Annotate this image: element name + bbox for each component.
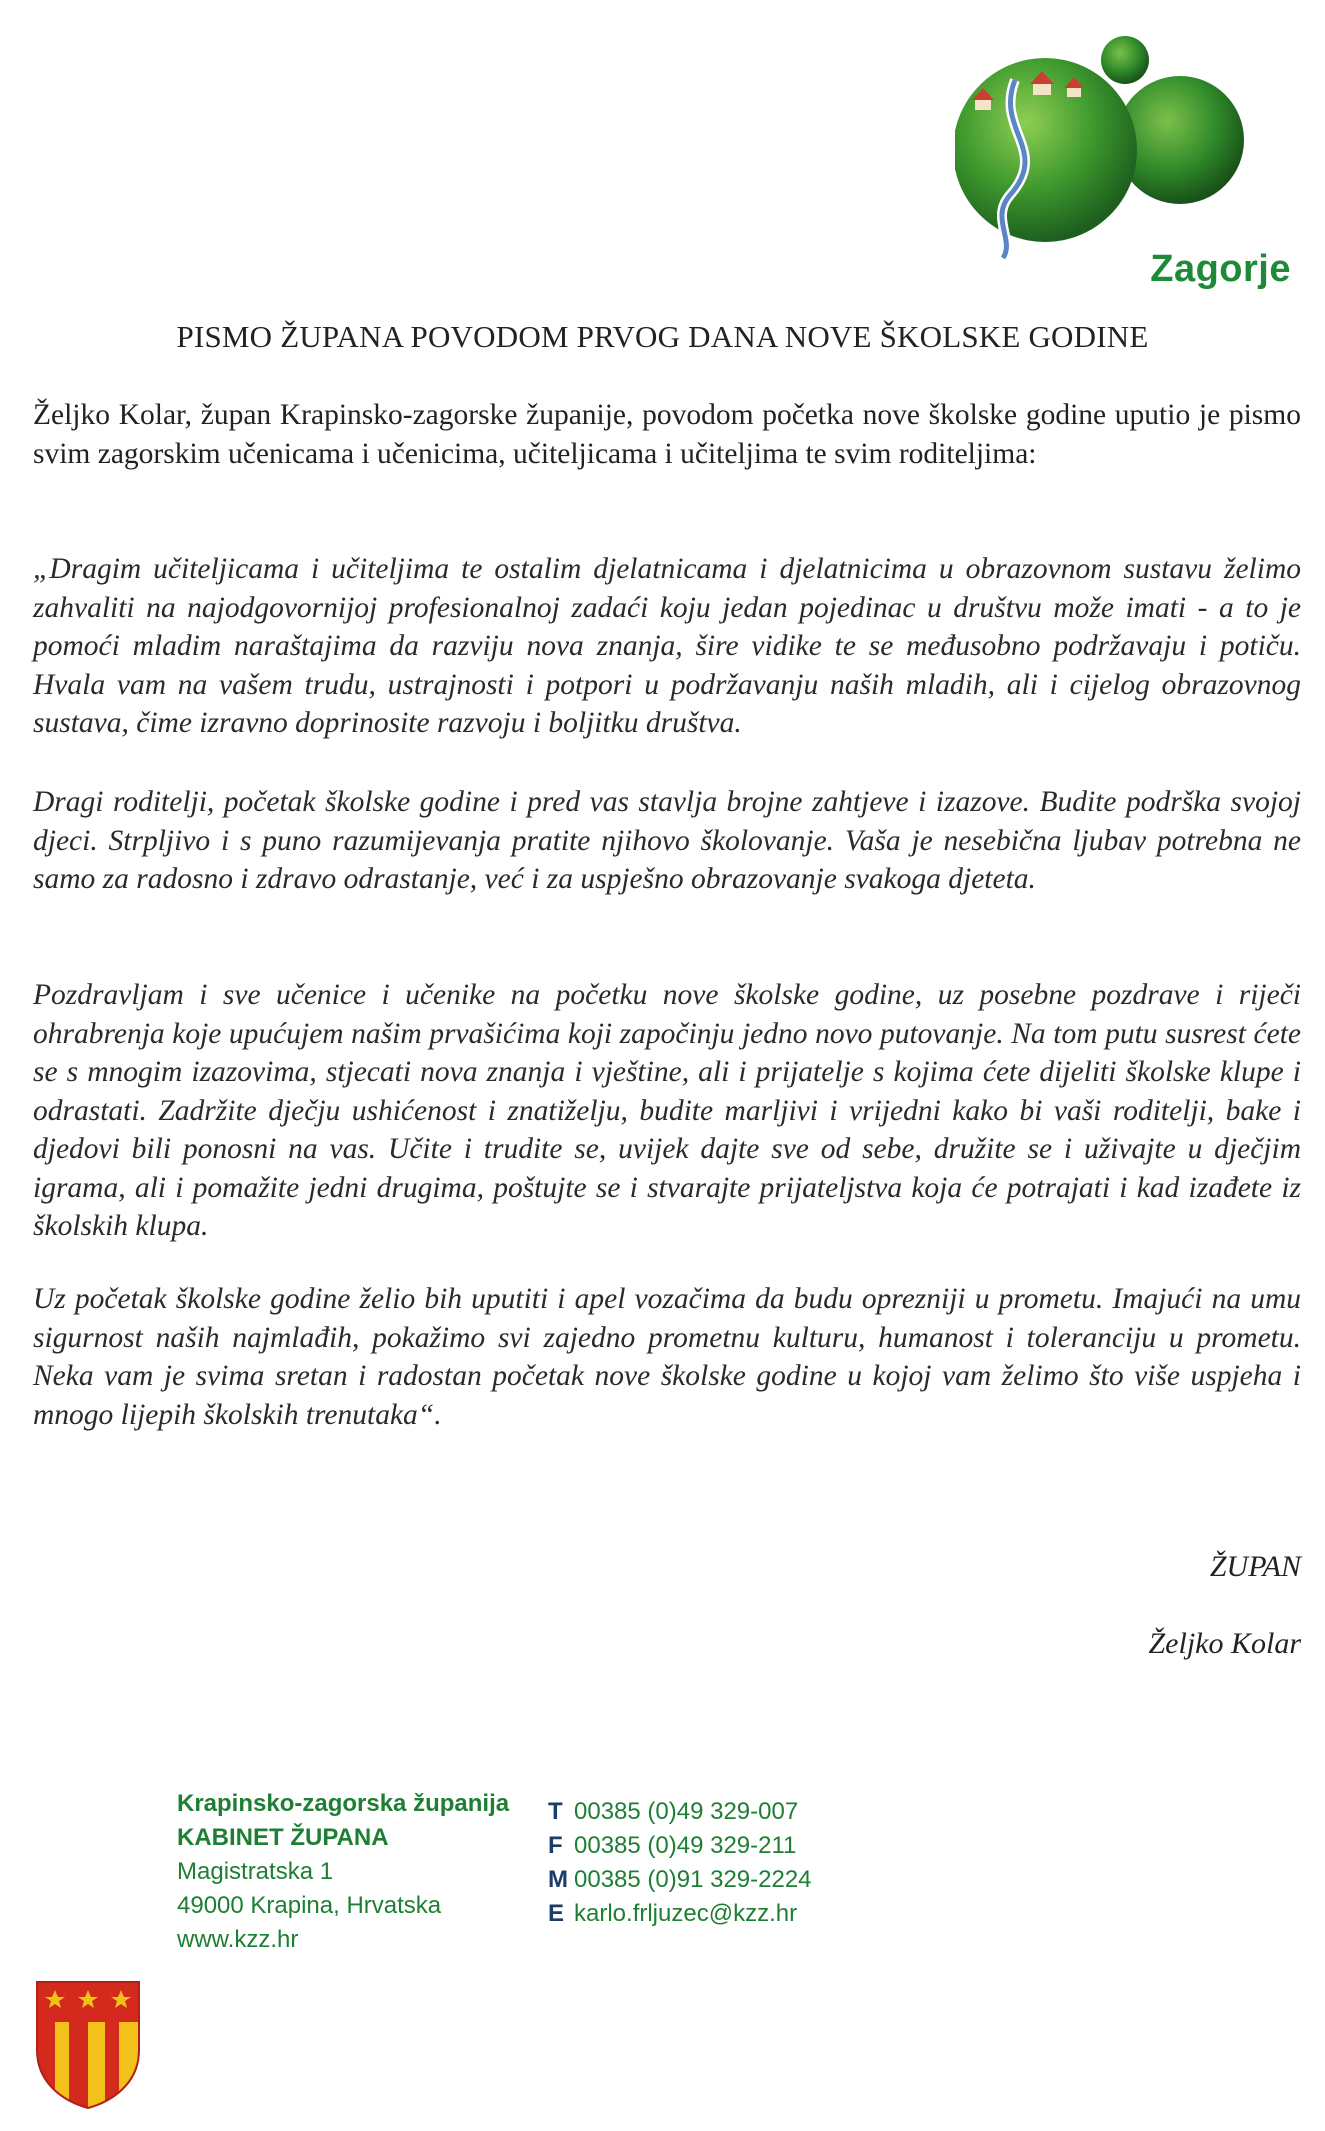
contact-label: M: [548, 1866, 568, 1893]
contact-label: F: [548, 1832, 563, 1859]
letter-paragraph-pupils: Pozdravljam i sve učenice i učenike na početku nove školske godine, uz posebne pozdrave i riječi ohrabrenja koje upućujem našim prvašićima koji započinju jedno novo putovanje. Na tom putu susrest ćete se s mnogim izazovima, stjecati nova znanja i vještine, ali i prijatelje s kojima ćete dijeliti školske klupe i odrastati. Zadržite dječju ushićenost i znatiželju, budite marljivi i vrijedni kako bi vaši roditelji, bake i djedovi bili ponosni na vas. Učite i trudite se, uvijek dajte sve od sebe, družite se i uživajte u dječjim igrama, ali i pomažite jedni drugima, poštujte se i stvarajte prijateljstva koja će potrajati i kad izađete iz školskih klupa.: [33, 979, 1301, 1242]
signature-title: ŽUPAN: [1209, 1550, 1301, 1583]
contact-fax: [548, 1829, 812, 1863]
contact-label: E: [548, 1900, 565, 1927]
footer-website-link[interactable]: www.kzz.hr: [177, 1926, 299, 1953]
contact-mobile: [548, 1863, 812, 1897]
footer-contact-block: [548, 1795, 812, 1931]
footer-office: KABINET ŽUPANA: [177, 1824, 389, 1851]
contact-value: 00385 (0)91 329-2224: [574, 1866, 812, 1893]
intro-paragraph: Željko Kolar, župan Krapinsko-zagorske županije, povodom početka nove školske godine uputio je pismo svim zagorskim učenicama i učenicima, učiteljicama i učiteljima te svim roditeljima:: [33, 399, 1301, 470]
letter-paragraph-drivers: Uz početak školske godine želio bih uputiti i apel vozačima da budu oprezniji u prometu. Imajući na umu sigurnost naših najmlađih, pokažimo svi zajedno prometnu kulturu, humanost i toleranciju u prometu. Neka vam je svima sretan i radostan početak nove školske godine u kojoj vam želimo što više uspjeha i mnogo lijepih školskih trenutaka“.: [33, 1283, 1301, 1431]
contact-email: [548, 1897, 812, 1931]
contact-email-link[interactable]: karlo.frljuzec@kzz.hr: [574, 1900, 798, 1927]
signature-name: Željko Kolar: [1148, 1627, 1301, 1660]
contact-label: T: [548, 1798, 563, 1825]
contact-phone: [548, 1795, 812, 1829]
zagorje-hills-icon: [955, 20, 1315, 280]
zagorje-logo: [955, 20, 1315, 290]
coat-of-arms-icon: [35, 1980, 141, 2110]
footer-city: 49000 Krapina, Hrvatska: [177, 1892, 442, 1919]
page-title: PISMO ŽUPANA POVODOM PRVOG DANA NOVE ŠKOLSKE GODINE: [176, 319, 1149, 354]
footer-org-name: Krapinsko-zagorska županija: [177, 1790, 510, 1817]
footer-address-block: [177, 1787, 509, 1957]
letter-paragraph-teachers: „Dragim učiteljicama i učiteljima te ostalim djelatnicama i djelatnicima u obrazovnom sustavu želimo zahvaliti na najodgovornijoj profesionalnoj zadaći koju jedan pojedinac u društvu može imati - a to je pomoći mladim naraštajima da razviju nova znanja, šire vidike te se međusobno podržavaju i potiču. Hvala vam na vašem trudu, ustrajnosti i potpori u podržavanju naših mladih, ali i cijelog obrazovnog sustava, čime izravno doprinosite razvoju i boljitku društva.: [33, 553, 1301, 739]
logo-wordmark: Zagorje: [1150, 248, 1291, 290]
footer-street: Magistratska 1: [177, 1858, 334, 1885]
contact-value: 00385 (0)49 329-007: [574, 1798, 799, 1825]
letter-paragraph-parents: Dragi roditelji, početak školske godine i pred vas stavlja brojne zahtjeve i izazove. Budite podrška svojoj djeci. Strpljivo i s puno razumijevanja pratite njihovo školovanje. Vaša je nesebična ljubav potrebna ne samo za radosno i zdravo odrastanje, već i za uspješno obrazovanje svakoga djeteta.: [33, 786, 1301, 895]
contact-value: 00385 (0)49 329-211: [574, 1832, 797, 1859]
